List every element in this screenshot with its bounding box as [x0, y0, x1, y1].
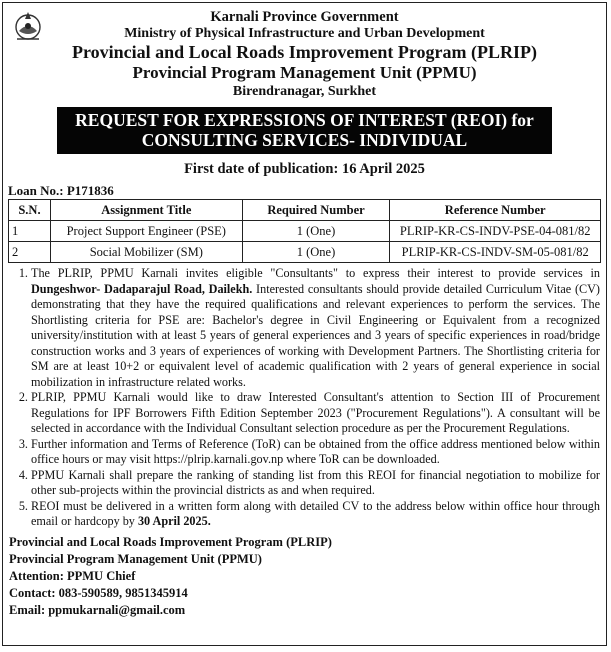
clause-1 [31, 266, 600, 390]
cell-assignment-title: Project Support Engineer (PSE) [50, 221, 242, 242]
banner-line-1: REQUEST FOR EXPRESSIONS OF INTEREST (REOI) for [75, 110, 534, 130]
nepal-emblem-icon [13, 9, 43, 43]
clause-1-intro: The PLRIP, PPMU Karnali invites eligible "Consultants" to express their interest to provide services in [31, 266, 600, 280]
contact-attention: Attention: PPMU Chief [9, 568, 136, 583]
header-reference-number: Reference Number [390, 200, 601, 221]
reoi-title-banner [57, 107, 552, 154]
contact-email: Email: ppmukarnali@gmail.com [9, 602, 186, 617]
cell-required-number: 1 (One) [242, 242, 390, 263]
government-name: Karnali Province Government [210, 9, 399, 25]
header-required-number: Required Number [242, 200, 390, 221]
cell-sn: 2 [9, 242, 51, 263]
contact-program: Provincial and Local Roads Improvement Program (PLRIP) [9, 534, 332, 549]
letterhead [3, 3, 606, 101]
program-name: Provincial and Local Roads Improvement Program (PLRIP) [72, 42, 537, 62]
clause-5-deadline: 30 April 2025. [137, 514, 211, 528]
notice-page [2, 2, 607, 646]
assignment-table [8, 199, 601, 263]
cell-reference-number: PLRIP-KR-CS-INDV-SM-05-081/82 [390, 242, 601, 263]
table-header-row [9, 200, 601, 221]
header-assignment-title: Assignment Title [50, 200, 242, 221]
table-row [9, 221, 601, 242]
cell-required-number: 1 (One) [242, 221, 390, 242]
contact-phone: Contact: 083-590589, 9851345914 [9, 585, 188, 600]
clause-1-details: Interested consultants should provide detailed Curriculum Vitae (CV) demonstrating that they have the required qualifications and relevant experiences to perform the services. The Shortlisting criteria for PSE are: Bachelor's degree in Civil Engineering or Equivalent from a recognized university/institution with at least 5 years of general experiences and 3 years of specific experiences in road/bridge construction works and 3 years of experiences of working with Development Partners. The Shortlisting criteria for SM are at least 10+2 or equivalent level of academic qualification with 2 years of general experience in social mobilization in infrastructure related works. [31, 281, 600, 389]
clause-5 [31, 499, 600, 530]
clause-4: 4. PPMU Karnali shall prepare the ranking of standing list from this REOI for financial negotiation to mobilize for other sub-projects within the provincial districts as and when required. [31, 468, 600, 499]
cell-assignment-title: Social Mobilizer (SM) [50, 242, 242, 263]
cell-sn: 1 [9, 221, 51, 242]
unit-name: Provincial Program Management Unit (PPMU) [132, 63, 477, 82]
ministry-name: Ministry of Physical Infrastructure and Urban Development [124, 26, 485, 41]
contact-block [9, 534, 606, 619]
banner-line-2: CONSULTING SERVICES- INDIVIDUAL [141, 130, 468, 150]
clause-2: 2. PLRIP, PPMU Karnali would like to draw Interested Consultant's attention to Section III of Procurement Regulations for IPF Borrowers Fifth Edition September 2023 ("Procurement Regulations"). A consultant will be selected in accordance with the Individual Consultant selection procedure as per the Procurement Regulations. [31, 390, 600, 437]
publication-date: First date of publication: 16 April 2025 [184, 161, 425, 177]
clause-3: 3. Further information and Terms of Reference (ToR) can be obtained from the office address mentioned below within office hours or may visit https://plrip.karnali.gov.np where ToR can be downloaded. [31, 437, 600, 468]
clause-1-road-name: Dungeshwor- Dadaparajul Road, Dailekh. [31, 281, 253, 296]
contact-unit: Provincial Program Management Unit (PPMU) [9, 551, 262, 566]
header-sn: S.N. [9, 200, 51, 221]
table-row [9, 242, 601, 263]
office-location: Birendranagar, Surkhet [232, 84, 377, 99]
notice-clauses [13, 266, 600, 530]
clause-5-text: REOI must be delivered in a written form along with detailed CV to the address below within office hour through email or hardcopy by [31, 498, 600, 528]
loan-number: Loan No.: P171836 [8, 183, 114, 198]
cell-reference-number: PLRIP-KR-CS-INDV-PSE-04-081/82 [390, 221, 601, 242]
